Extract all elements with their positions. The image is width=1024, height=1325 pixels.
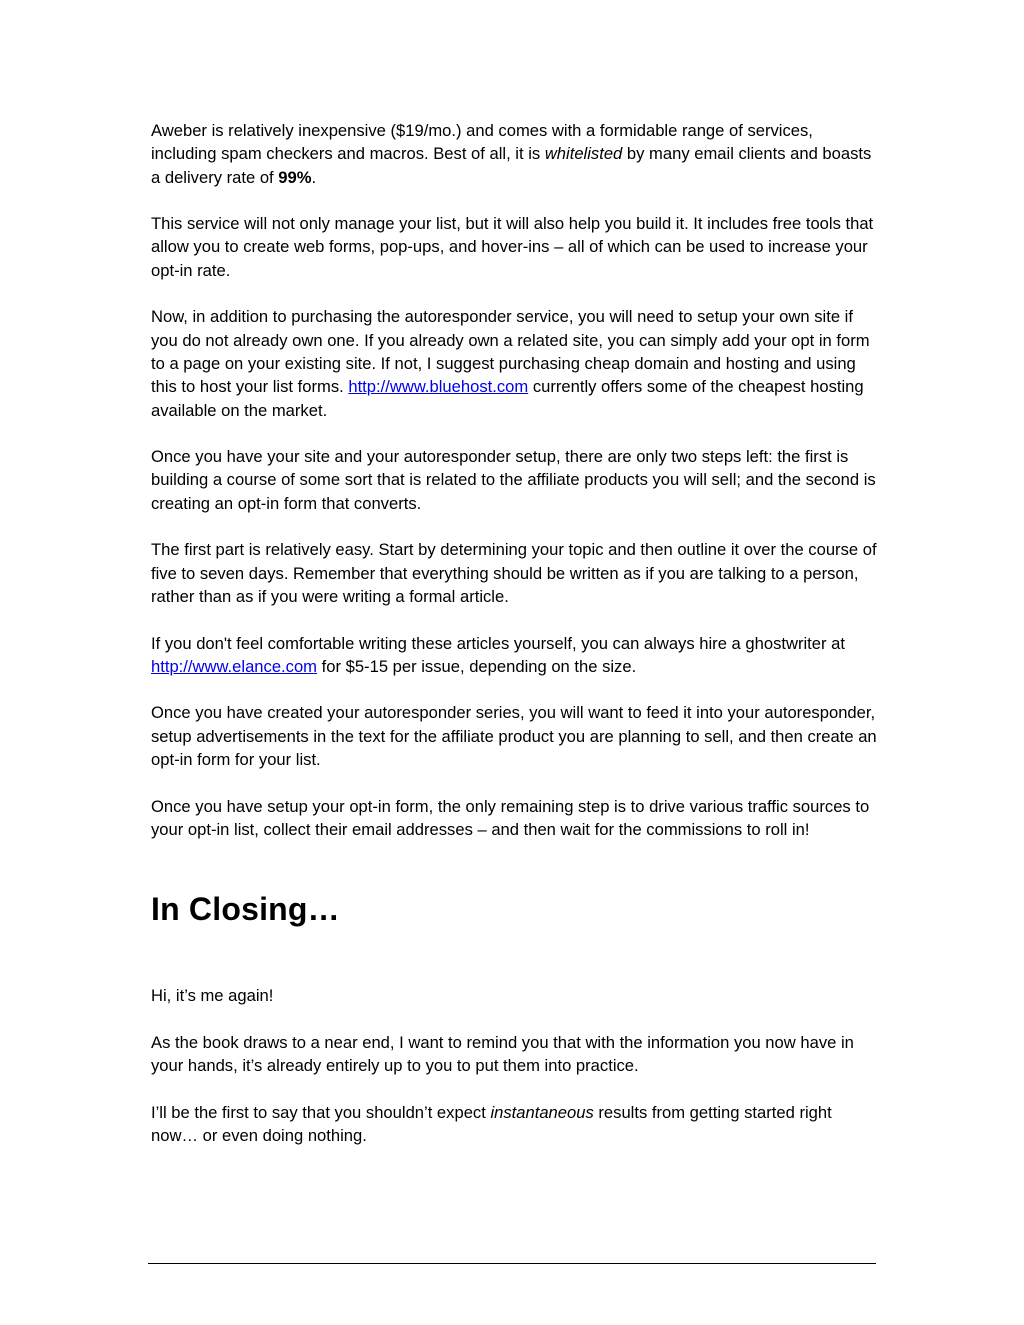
paragraph-drive-traffic: Once you have setup your opt-in form, the only remaining step is to drive various traffic sources to your opt-in list, collect their email addresses – and then wait for the commissions to roll in!: [151, 796, 870, 839]
paragraph-text: Aweber is relatively inexpensive ($19/mo.) and comes with a formidable range of services, including spam checkers and macros. Best of all, it is: [151, 121, 813, 164]
paragraph-text: results from getting started right now… or even doing nothing.: [151, 1102, 832, 1145]
paragraph-text: for $5-15 per issue, depending on the size.: [317, 656, 637, 676]
paragraph-setup-site: [151, 305, 881, 421]
emphasis-text: whitelisted: [544, 144, 623, 164]
paragraph-text: If you don't feel comfortable writing these articles yourself, you can always hire a ghostwriter at: [151, 633, 845, 653]
paragraph-text: by many email clients and boasts a delivery rate of: [151, 144, 872, 187]
paragraph-ghostwriter: [151, 632, 881, 679]
bluehost-link[interactable]: http://www.bluehost.com: [348, 377, 529, 397]
elance-link[interactable]: http://www.elance.com: [151, 656, 318, 676]
paragraph-feed-series: Once you have created your autoresponder series, you will want to feed it into your autoresponder, setup advertisements in the text for the affiliate product you are planning to sell, and then create an opt-in form for your list.: [151, 703, 877, 770]
paragraph-first-part: The first part is relatively easy. Start by determining your topic and then outline it over the course of five to seven days. Remember that everything should be written as if you are talking to a person, rather than as if you were writing a formal article.: [151, 540, 877, 606]
paragraph-text: Now, in addition to purchasing the autoresponder service, you will need to setup your own site if you do not already own one. If you already own a related site, you can simply add your opt in form to a page on your existing site. If not, I suggest purchasing cheap domain and hosting and using this to host your list forms.: [151, 307, 870, 397]
paragraph-greeting: Hi, it’s me again!: [151, 986, 274, 1006]
paragraph-book-end: As the book draws to a near end, I want to remind you that with the information you now have in your hands, it’s already entirely up to you to put them into practice.: [151, 1032, 854, 1076]
paragraph-aweber: [151, 119, 881, 189]
section-heading-in-closing: In Closing…: [151, 891, 340, 928]
paragraph-text: I’ll be the first to say that you shouldn’t expect: [151, 1102, 491, 1122]
paragraph-first-to-say: [151, 1101, 881, 1148]
emphasis-text: instantaneous: [490, 1102, 594, 1122]
paragraph-service: This service will not only manage your list, but it will also help you build it. It includes free tools that allow you to create web forms, pop-ups, and hover-ins – all of which can be used to increase your opt-in rate.: [151, 214, 874, 280]
page-body: [151, 119, 881, 1171]
paragraph-text: currently offers some of the cheapest hosting available on the market.: [151, 377, 864, 420]
paragraph-two-steps: Once you have your site and your autoresponder setup, there are only two steps left: the first is building a course of some sort that is related to the affiliate products you will sell; and the second is creating an opt-in form that converts.: [151, 447, 876, 513]
paragraph-text: .: [311, 167, 317, 187]
bold-text: 99%: [278, 167, 312, 187]
footer-divider: [148, 1263, 876, 1264]
